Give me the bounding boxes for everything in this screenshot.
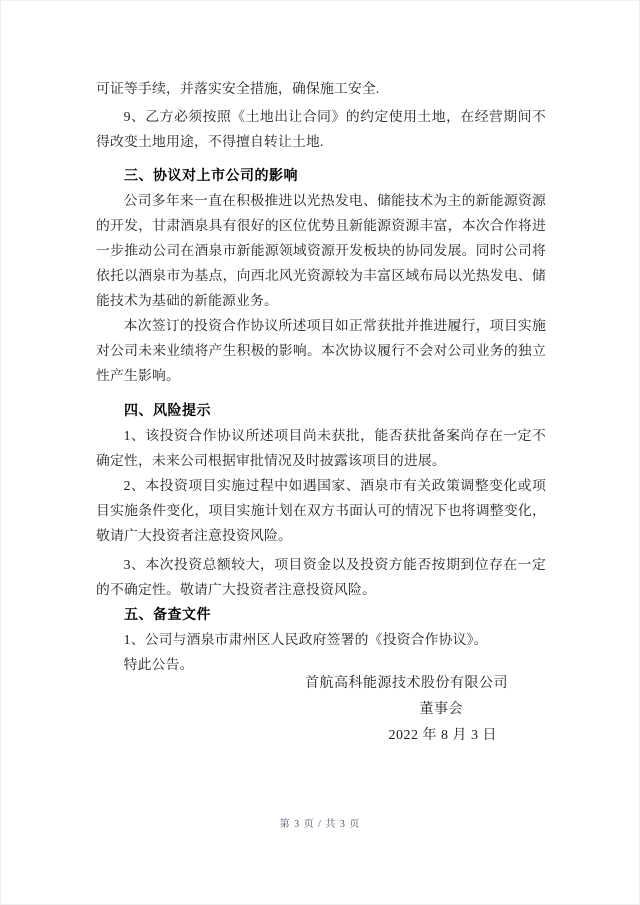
heading-section-5-documents: 五、备查文件 xyxy=(124,606,211,622)
signature-date: 2022 年 8 月 3 日 xyxy=(388,728,497,743)
document-body xyxy=(96,76,546,677)
signature-board: 董事会 xyxy=(419,702,463,717)
paragraph-closing: 特此公告。 xyxy=(123,657,194,672)
heading-section-4-risk: 四、风险提示 xyxy=(124,402,211,418)
heading-section-3-influence: 三、协议对上市公司的影响 xyxy=(124,167,298,183)
paragraph-clause-9: 9、乙方必须按照《土地出让合同》的约定使用土地，在经营期间不得改变土地用途，不得擅自转让土地. xyxy=(96,109,546,149)
paragraph-influence-2: 本次签订的投资合作协议所述项目如正常获批并推进履行，项目实施对公司未来业绩将产生积极的影响。本次协议履行不会对公司业务的独立性产生影响。 xyxy=(96,318,546,383)
paragraph-risk-3: 3、本次投资总额较大，项目资金以及投资方能否按期到位存在一定的不确定性。敬请广大投资者注意投资风险。 xyxy=(96,557,546,597)
paragraph-influence-1: 公司多年来一直在积极推进以光热发电、储能技术为主的新能源资源的开发，甘肃酒泉具有很好的区位优势且新能源资源丰富，本次合作将进一步推动公司在酒泉市新能源领域资源开发板块的协同发展。同时公司将依托以酒泉市为基点，向西北风光资源较为丰富区域布局以光热发电、储能技术为基础的新能源业务。 xyxy=(96,193,546,308)
signature-company: 首航高科能源技术股份有限公司 xyxy=(305,676,508,691)
paragraph-risk-1: 1、该投资合作协议所述项目尚未获批，能否获批备案尚存在一定不确定性，未来公司根据审批情况及时披露该项目的进展。 xyxy=(96,428,546,468)
page-number-indicator: 第 3 页 / 共 3 页 xyxy=(279,819,361,830)
paragraph-document-1: 1、公司与酒泉市肃州区人民政府签署的《投资合作协议》。 xyxy=(123,632,488,647)
paragraph-risk-2: 2、本投资项目实施过程中如遇国家、酒泉市有关政策调整变化或项目实施条件变化，项目实施计划在双方书面认可的情况下也将调整变化，敬请广大投资者注意投资风险。 xyxy=(96,478,546,543)
paragraph-continuation: 可证等手续，并落实安全措施，确保施工安全. xyxy=(96,81,380,96)
